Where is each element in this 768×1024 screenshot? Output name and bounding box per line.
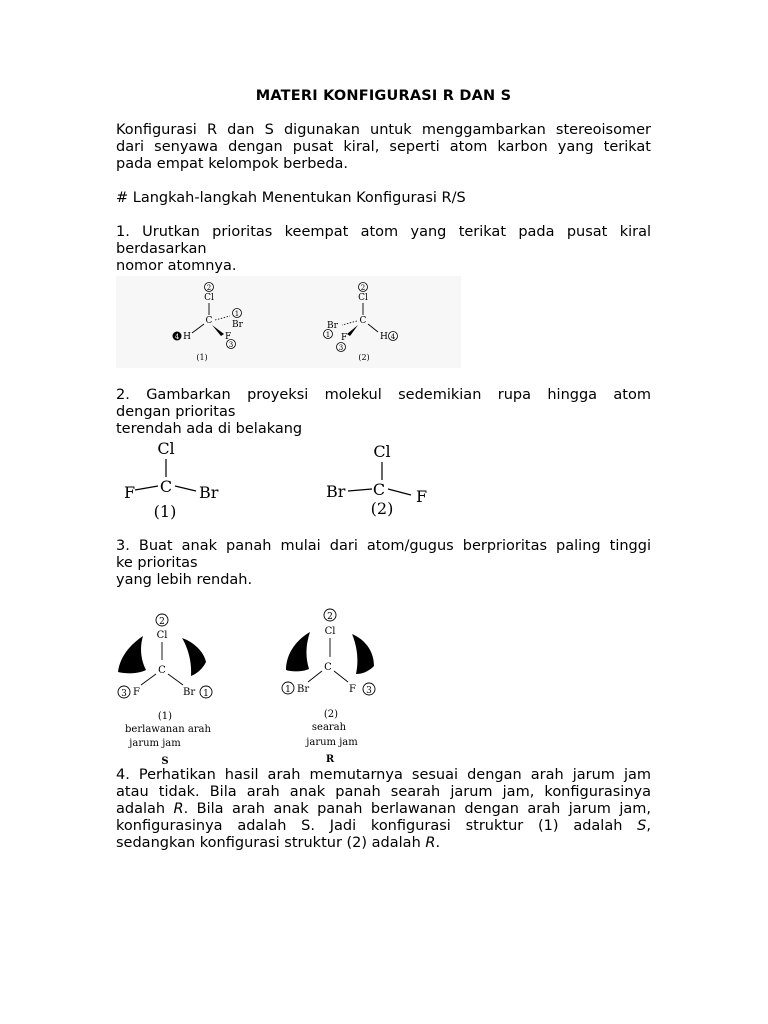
page-title: MATERI KONFIGURASI R DAN S [255, 88, 512, 104]
step2-line-1: 2. Gambarkan proyeksi molekul sedemikian rupa hingga atom [116, 387, 651, 403]
text-span: adalah [116, 801, 174, 817]
badge-1: 1 [203, 689, 209, 699]
atom-br: Br [232, 320, 243, 330]
text-span: konfigurasinya adalah S. Jadi konfigurasi struktur (1) adalah [116, 818, 638, 834]
atom-f: F [124, 483, 136, 502]
config-label: S [161, 756, 169, 767]
caption-1: (1) [153, 502, 177, 521]
atom-cl: Cl [157, 439, 175, 458]
atom-c: C [324, 662, 332, 673]
atom-c: C [159, 477, 173, 496]
section-heading: # Langkah-langkah Menentukan Konfigurasi R/S [116, 190, 466, 206]
config-s-italic: S [637, 818, 647, 834]
step1-line-1: 1. Urutkan prioritas keempat atom yang terikat pada pusat kiral [116, 224, 651, 240]
badge-2: 2 [159, 617, 165, 627]
step1-line-2: berdasarkan [116, 241, 207, 257]
badge-3: 3 [121, 689, 127, 699]
atom-cl: Cl [156, 630, 168, 641]
step4-line-2: atau tidak. Bila arah anak panah searah jarum jam, konfigurasinya [116, 784, 651, 800]
arrow-icon [352, 634, 374, 674]
atom-br: Br [183, 687, 196, 698]
badge-1: 1 [234, 310, 240, 318]
atom-c: C [359, 316, 367, 326]
step3-line-3: yang lebih rendah. [116, 572, 253, 588]
text-span: . [435, 835, 441, 851]
caption-2: (2) [358, 353, 370, 362]
badge-3: 3 [366, 686, 372, 696]
badge-2: 2 [360, 284, 366, 292]
badge-3: 3 [338, 344, 344, 352]
atom-br: Br [297, 684, 310, 695]
step4-line-5 [116, 835, 651, 852]
step3-figure [116, 604, 386, 768]
atom-f: F [416, 487, 428, 506]
config-r-italic: R [425, 835, 436, 851]
atom-cl: Cl [324, 626, 336, 637]
desc-2: jarum jam [306, 737, 358, 748]
step4-line-3 [116, 801, 651, 818]
caption-1: (1) [196, 353, 208, 362]
caption-2: (2) [323, 709, 339, 720]
step1-line-3: nomor atomnya. [116, 258, 237, 274]
step4-line-4 [116, 818, 651, 835]
badge-1: 1 [285, 685, 291, 695]
step3-line-1: 3. Buat anak panah mulai dari atom/gugus berprioritas paling tinggi [116, 538, 651, 554]
atom-f: F [349, 684, 356, 695]
atom-c: C [205, 316, 213, 326]
atom-c: C [158, 665, 166, 676]
atom-cl: Cl [358, 293, 368, 303]
atom-br: Br [326, 482, 346, 501]
badge-4: 4 [390, 333, 396, 341]
arrow-icon [286, 632, 310, 671]
atom-br: Br [199, 483, 219, 502]
step1-figure [116, 276, 461, 368]
badge-2: 2 [327, 612, 333, 622]
intro-line-3: pada empat kelompok berbeda. [116, 156, 349, 172]
atom-h: H [183, 332, 191, 342]
intro-line-1: Konfigurasi R dan S digunakan untuk menggambarkan stereoisomer [116, 122, 651, 138]
caption-2: (2) [370, 499, 394, 518]
atom-cl: Cl [373, 442, 391, 461]
text-span: , [646, 818, 651, 834]
atom-cl: Cl [204, 293, 214, 303]
atom-h: H [380, 332, 388, 342]
text-span: sedangkan konfigurasi struktur (2) adalah [116, 835, 426, 851]
arrow-icon [182, 638, 206, 676]
desc-2: jarum jam [129, 738, 181, 749]
desc-1: searah [311, 722, 347, 733]
badge-1: 1 [325, 331, 331, 339]
badge-3: 3 [228, 341, 234, 349]
atom-f: F [133, 687, 140, 698]
intro-line-2: dari senyawa dengan pusat kiral, seperti atom karbon yang terikat [116, 139, 651, 155]
caption-1: (1) [157, 711, 173, 722]
config-label: R [325, 754, 335, 765]
badge-4: 4 [174, 333, 180, 341]
step2-figure [116, 438, 441, 523]
atom-f: F [225, 332, 232, 342]
text-span: . Bila arah anak panah berlawanan dengan arah jarum jam, [183, 801, 651, 817]
badge-2: 2 [206, 284, 212, 292]
atom-f: F [341, 333, 348, 343]
step4-line-1: 4. Perhatikan hasil arah memutarnya sesuai dengan arah jarum jam [116, 767, 651, 783]
step2-line-2: dengan prioritas [116, 404, 236, 420]
step3-line-2: ke prioritas [116, 555, 198, 571]
step2-line-3: terendah ada di belakang [116, 421, 303, 437]
desc-1: berlawanan arah [125, 724, 211, 735]
config-r-italic: R [173, 801, 184, 817]
arrow-icon [118, 636, 146, 673]
atom-br: Br [327, 321, 338, 331]
atom-c: C [372, 480, 386, 499]
